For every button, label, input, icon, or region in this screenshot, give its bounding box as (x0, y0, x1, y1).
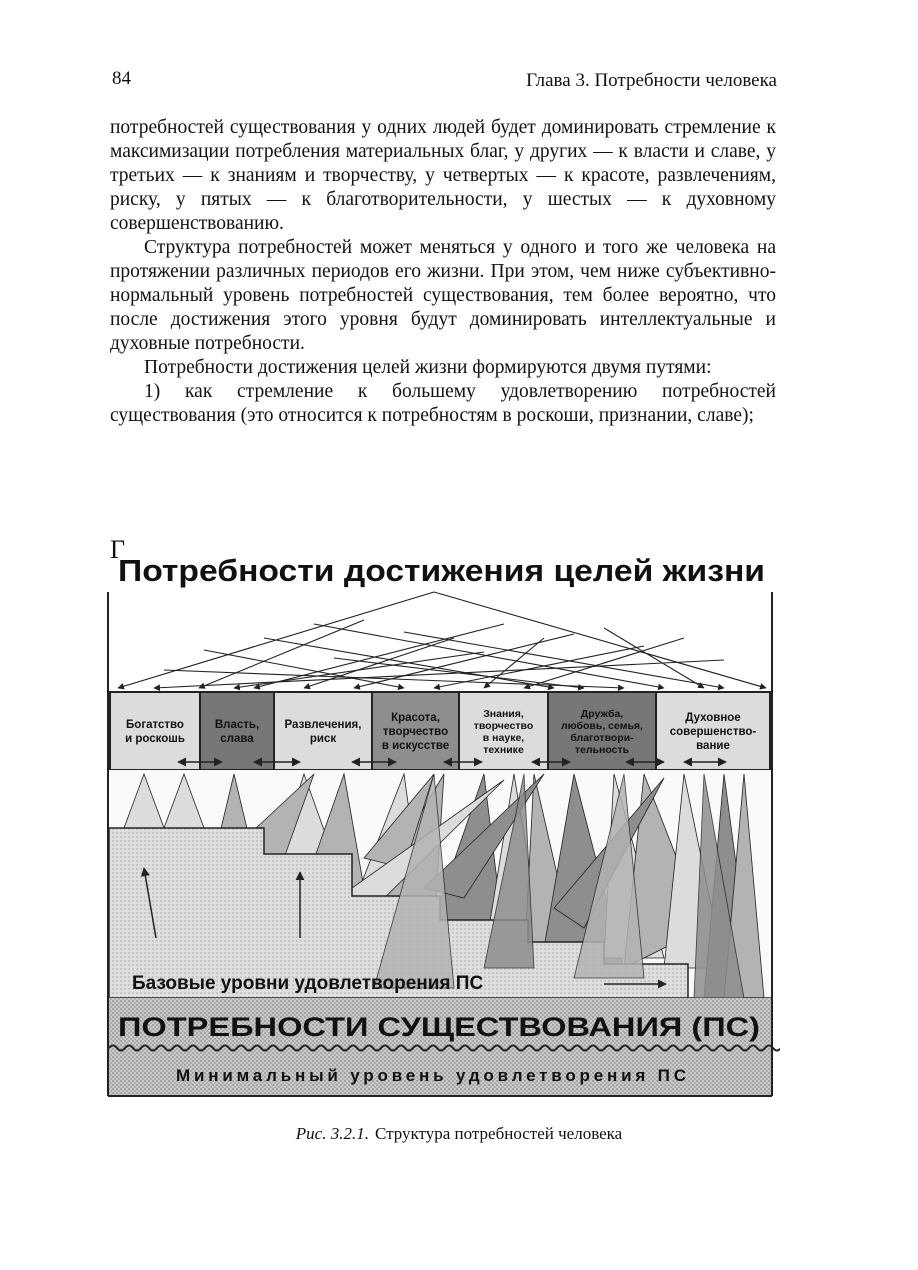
goal-link-arrow (164, 670, 624, 688)
goal-box-label: вание (696, 740, 730, 752)
goal-box-label: совершенство- (669, 726, 757, 738)
goal-link-arrow (484, 638, 544, 688)
running-title: Глава 3. Потребности человека (526, 70, 777, 91)
goal-link-arrow (204, 650, 404, 688)
caption-text: Структура потребностей человека (374, 1124, 623, 1143)
goal-link-arrow (434, 646, 644, 688)
goal-box-label: Знания, (483, 708, 524, 720)
goal-box (274, 692, 372, 770)
minimal-level-label: Минимальный уровень удовлетворения ПС (176, 1066, 686, 1085)
goal-box-label: Красота, (391, 712, 440, 724)
goal-box (200, 692, 274, 770)
paragraph: 1) как стремление к большему удовлетворению потребностей существования (это относится к потребностям в роскоши, признании, славе); (110, 381, 776, 426)
figure-caption (0, 1124, 918, 1144)
goal-box-label: Развлечения, (284, 719, 362, 731)
body-text (110, 116, 776, 428)
goal-box-label: Власть, (214, 719, 260, 731)
goal-box-label: риск (309, 733, 337, 745)
figure-title: Потребности достижения целей жизни (118, 553, 766, 588)
page-number: 84 (112, 68, 131, 89)
needs-structure-figure (104, 528, 780, 1104)
goal-box-label: благотвори- (570, 732, 634, 744)
goal-box-label: в науке, (482, 732, 525, 744)
goal-box-label: творчество (382, 726, 449, 738)
goal-boxes (110, 692, 770, 770)
goal-box-label: Богатство (126, 719, 184, 731)
lower-diagram (109, 762, 771, 1006)
goal-box-label: слава (220, 733, 254, 745)
goal-links (118, 592, 766, 688)
goal-box-label: и роскошь (125, 733, 185, 745)
caption-label: Рис. 3.2.1. (295, 1124, 369, 1143)
figure-corner-mark: Г (110, 535, 126, 564)
goal-box-label: творчество (473, 720, 534, 732)
paragraph: Структура потребностей может меняться у одного и того же человека на протяжении различных периодов его жизни. При этом, чем ниже субъективно-нормальный уровень потребностей существования, тем более вероятно, что после достижения этого уровня будут доминировать интеллектуальные и духовные потребности. (110, 237, 776, 354)
goal-box-label: любовь, семья, (561, 720, 643, 732)
goal-box-label: технике (483, 744, 524, 756)
goal-box-label: Духовное (685, 712, 741, 724)
goal-link-arrow (434, 592, 766, 688)
base-levels-label: Базовые уровни удовлетворения ПС (132, 973, 484, 994)
goal-box-label: в искусстве (381, 740, 450, 752)
goal-box-label: Дружба, (580, 708, 624, 720)
goal-box (110, 692, 200, 770)
paragraph: Потребности достижения целей жизни формируются двумя путями: (144, 357, 712, 378)
paragraph: потребностей существования у одних людей будет доминировать стремление к максимизации потребления материальных благ, у других — к власти и славе, у третьих — к знаниям и творчеству, у четвертых — к красоте, развлечениям, риску, у пятых — к благотворительности, у шестых — к духовному совершенствованию. (110, 117, 776, 234)
existence-needs-label: ПОТРЕБНОСТИ СУЩЕСТВОВАНИЯ (ПС) (118, 1012, 760, 1042)
goal-box-label: тельность (574, 744, 630, 756)
